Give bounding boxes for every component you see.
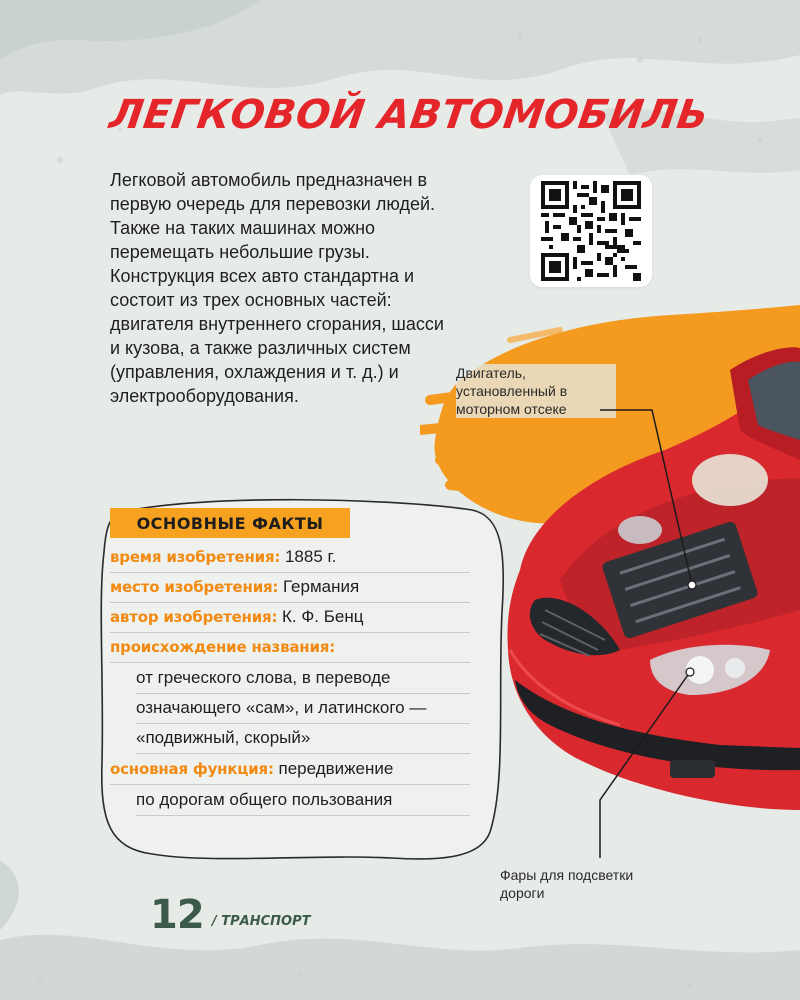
headlights-callout: Фары для подсветки дороги: [500, 867, 634, 901]
fact-value: означающего «сам», и латинского —: [136, 698, 427, 717]
intro-paragraph: Легковой автомобиль предназначен в первую очередь для перевозки людей. Также на таких машинах можно перемещать небольшие грузы. Конструкция всех авто стандартна и состоит из трех основных частей: двигателя внутреннего сгорания, шасси и кузова, а также различных систем (управления, охлаждения и т. д.) и электрооборудования.: [110, 170, 444, 406]
fact-value: по дорогам общего пользования: [136, 790, 393, 809]
fact-label: основная функция:: [110, 760, 274, 778]
page-title: ЛЕГКОВОЙ АВТОМОБИЛЬ: [106, 92, 712, 138]
fact-value: от греческого слова, в переводе: [136, 668, 391, 687]
engine-callout: Двигатель, установленный в моторном отсеке: [456, 364, 616, 418]
fact-label: место изобретения:: [110, 578, 279, 596]
fact-invention-place: [110, 572, 470, 603]
fact-label: автор изобретения:: [110, 608, 278, 626]
facts-header: ОСНОВНЫЕ ФАКТЫ: [110, 508, 350, 538]
fact-name-origin-line: [136, 693, 470, 724]
fact-value: Германия: [282, 577, 360, 596]
fact-label: происхождение названия:: [110, 638, 335, 656]
fact-name-origin-line: [136, 663, 470, 694]
fact-value: передвижение: [278, 759, 394, 778]
fact-value: 1885 г.: [284, 547, 337, 566]
fact-value: К. Ф. Бенц: [282, 607, 364, 626]
fact-main-function-line: [136, 785, 470, 816]
section-name: / ТРАНСПОРТ: [212, 914, 311, 929]
fact-label: время изобретения:: [110, 548, 281, 566]
fact-inventor: [110, 602, 470, 633]
qr-code[interactable]: [530, 175, 652, 287]
fact-invention-time: [110, 542, 470, 573]
fact-main-function: [110, 754, 470, 785]
fact-name-origin: [110, 632, 470, 663]
qr-code-icon: [541, 181, 641, 281]
page-number: 12: [150, 892, 204, 938]
fact-value: «подвижный, скорый»: [136, 728, 311, 747]
fact-name-origin-line: [136, 723, 470, 754]
